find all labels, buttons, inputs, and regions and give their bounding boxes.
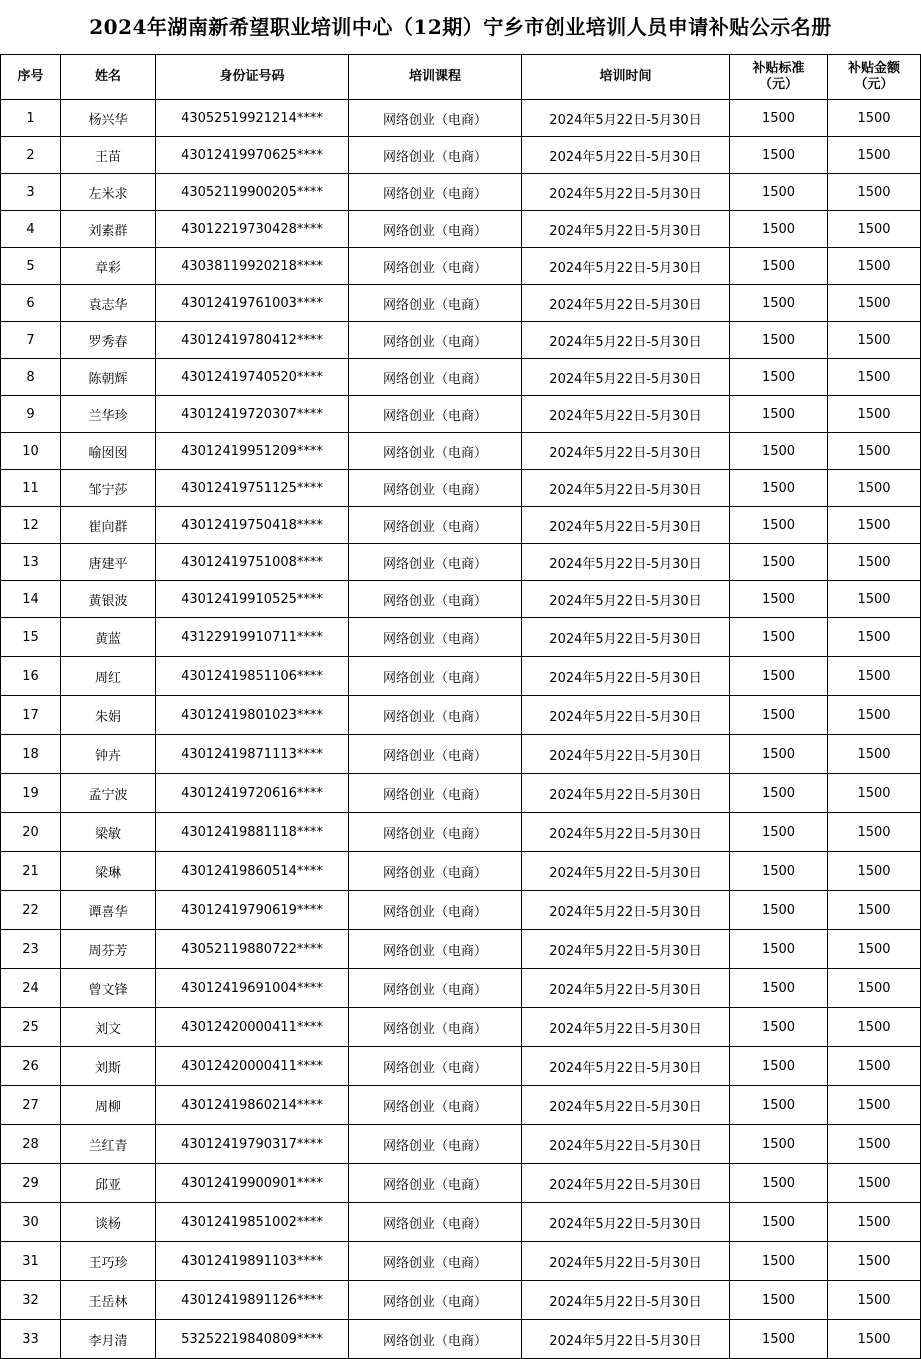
table-row xyxy=(1,248,921,285)
cell-name: 罗秀春 xyxy=(61,322,156,359)
cell-time: 2024年5月22日-5月30日 xyxy=(522,470,730,507)
table-row xyxy=(1,396,921,433)
cell-course: 网络创业（电商） xyxy=(349,322,522,359)
cell-name: 唐建平 xyxy=(61,544,156,581)
cell-id-number: 43012419720307**** xyxy=(156,396,349,433)
cell-id-number: 43012419910525**** xyxy=(156,581,349,618)
cell-time: 2024年5月22日-5月30日 xyxy=(522,507,730,544)
cell-name: 黄蓝 xyxy=(61,618,156,657)
cell-name: 崔向群 xyxy=(61,507,156,544)
cell-standard: 1500 xyxy=(730,433,828,470)
cell-id-number: 43012419740520**** xyxy=(156,359,349,396)
cell-seq: 33 xyxy=(1,1320,61,1359)
cell-amount: 1500 xyxy=(828,211,921,248)
cell-amount: 1500 xyxy=(828,969,921,1008)
cell-standard: 1500 xyxy=(730,1047,828,1086)
cell-id-number: 43012419801023**** xyxy=(156,696,349,735)
cell-time: 2024年5月22日-5月30日 xyxy=(522,544,730,581)
cell-name: 刘斯 xyxy=(61,1047,156,1086)
cell-time: 2024年5月22日-5月30日 xyxy=(522,433,730,470)
table-row xyxy=(1,774,921,813)
cell-course: 网络创业（电商） xyxy=(349,1203,522,1242)
cell-amount: 1500 xyxy=(828,396,921,433)
cell-seq: 23 xyxy=(1,930,61,969)
cell-course: 网络创业（电商） xyxy=(349,813,522,852)
cell-time: 2024年5月22日-5月30日 xyxy=(522,1047,730,1086)
cell-seq: 29 xyxy=(1,1164,61,1203)
cell-time: 2024年5月22日-5月30日 xyxy=(522,657,730,696)
cell-time: 2024年5月22日-5月30日 xyxy=(522,1164,730,1203)
table-row xyxy=(1,1203,921,1242)
cell-id-number: 43038119920218**** xyxy=(156,248,349,285)
cell-time: 2024年5月22日-5月30日 xyxy=(522,1320,730,1359)
cell-course: 网络创业（电商） xyxy=(349,507,522,544)
cell-name: 邹宁莎 xyxy=(61,470,156,507)
cell-seq: 22 xyxy=(1,891,61,930)
cell-time: 2024年5月22日-5月30日 xyxy=(522,696,730,735)
cell-name: 周芬芳 xyxy=(61,930,156,969)
cell-seq: 4 xyxy=(1,211,61,248)
cell-course: 网络创业（电商） xyxy=(349,852,522,891)
cell-name: 兰华珍 xyxy=(61,396,156,433)
cell-name: 刘文 xyxy=(61,1008,156,1047)
cell-id-number: 43012419860514**** xyxy=(156,852,349,891)
cell-seq: 5 xyxy=(1,248,61,285)
cell-course: 网络创业（电商） xyxy=(349,1047,522,1086)
cell-amount: 1500 xyxy=(828,1047,921,1086)
table-row xyxy=(1,211,921,248)
cell-standard: 1500 xyxy=(730,248,828,285)
cell-time: 2024年5月22日-5月30日 xyxy=(522,100,730,137)
cell-name: 谭喜华 xyxy=(61,891,156,930)
cell-amount: 1500 xyxy=(828,891,921,930)
cell-seq: 12 xyxy=(1,507,61,544)
cell-course: 网络创业（电商） xyxy=(349,618,522,657)
cell-id-number: 43012419891126**** xyxy=(156,1281,349,1320)
cell-standard: 1500 xyxy=(730,396,828,433)
cell-name: 王岳林 xyxy=(61,1281,156,1320)
cell-seq: 27 xyxy=(1,1086,61,1125)
cell-name: 章彩 xyxy=(61,248,156,285)
cell-standard: 1500 xyxy=(730,470,828,507)
table-row xyxy=(1,174,921,211)
cell-amount: 1500 xyxy=(828,285,921,322)
cell-seq: 11 xyxy=(1,470,61,507)
cell-amount: 1500 xyxy=(828,581,921,618)
cell-standard: 1500 xyxy=(730,544,828,581)
header-standard xyxy=(730,55,828,100)
cell-course: 网络创业（电商） xyxy=(349,100,522,137)
cell-id-number: 43012420000411**** xyxy=(156,1047,349,1086)
cell-amount: 1500 xyxy=(828,100,921,137)
cell-id-number: 43012419751008**** xyxy=(156,544,349,581)
cell-standard: 1500 xyxy=(730,322,828,359)
table-row xyxy=(1,657,921,696)
cell-name: 梁琳 xyxy=(61,852,156,891)
cell-amount: 1500 xyxy=(828,433,921,470)
cell-course: 网络创业（电商） xyxy=(349,174,522,211)
cell-amount: 1500 xyxy=(828,322,921,359)
cell-standard: 1500 xyxy=(730,696,828,735)
cell-name: 周红 xyxy=(61,657,156,696)
cell-standard: 1500 xyxy=(730,507,828,544)
cell-standard: 1500 xyxy=(730,1203,828,1242)
cell-amount: 1500 xyxy=(828,507,921,544)
cell-amount: 1500 xyxy=(828,813,921,852)
cell-time: 2024年5月22日-5月30日 xyxy=(522,1242,730,1281)
table-row xyxy=(1,813,921,852)
cell-standard: 1500 xyxy=(730,1281,828,1320)
table-row xyxy=(1,285,921,322)
cell-amount: 1500 xyxy=(828,470,921,507)
cell-seq: 14 xyxy=(1,581,61,618)
cell-standard: 1500 xyxy=(730,852,828,891)
cell-id-number: 43012419900901**** xyxy=(156,1164,349,1203)
cell-standard: 1500 xyxy=(730,359,828,396)
cell-time: 2024年5月22日-5月30日 xyxy=(522,211,730,248)
cell-course: 网络创业（电商） xyxy=(349,581,522,618)
table-row xyxy=(1,969,921,1008)
cell-name: 孟宁波 xyxy=(61,774,156,813)
cell-seq: 16 xyxy=(1,657,61,696)
cell-seq: 13 xyxy=(1,544,61,581)
cell-id-number: 43012219730428**** xyxy=(156,211,349,248)
cell-id-number: 43012419881118**** xyxy=(156,813,349,852)
cell-amount: 1500 xyxy=(828,774,921,813)
table-row xyxy=(1,1125,921,1164)
cell-name: 李月清 xyxy=(61,1320,156,1359)
cell-name: 朱娟 xyxy=(61,696,156,735)
cell-amount: 1500 xyxy=(828,852,921,891)
cell-amount: 1500 xyxy=(828,657,921,696)
cell-name: 王巧珍 xyxy=(61,1242,156,1281)
cell-seq: 2 xyxy=(1,137,61,174)
cell-course: 网络创业（电商） xyxy=(349,470,522,507)
cell-amount: 1500 xyxy=(828,618,921,657)
cell-seq: 24 xyxy=(1,969,61,1008)
cell-id-number: 43012419750418**** xyxy=(156,507,349,544)
cell-id-number: 43012419780412**** xyxy=(156,322,349,359)
cell-course: 网络创业（电商） xyxy=(349,137,522,174)
cell-id-number: 43012419860214**** xyxy=(156,1086,349,1125)
cell-name: 周柳 xyxy=(61,1086,156,1125)
cell-course: 网络创业（电商） xyxy=(349,969,522,1008)
cell-course: 网络创业（电商） xyxy=(349,1281,522,1320)
cell-course: 网络创业（电商） xyxy=(349,1242,522,1281)
table-row xyxy=(1,891,921,930)
table-row xyxy=(1,137,921,174)
cell-id-number: 43012419691004**** xyxy=(156,969,349,1008)
cell-seq: 1 xyxy=(1,100,61,137)
cell-course: 网络创业（电商） xyxy=(349,359,522,396)
cell-seq: 28 xyxy=(1,1125,61,1164)
cell-amount: 1500 xyxy=(828,930,921,969)
cell-seq: 20 xyxy=(1,813,61,852)
cell-id-number: 43012419871113**** xyxy=(156,735,349,774)
cell-amount: 1500 xyxy=(828,544,921,581)
header-id-number: 身份证号码 xyxy=(156,55,349,100)
cell-amount: 1500 xyxy=(828,1242,921,1281)
cell-id-number: 53252219840809**** xyxy=(156,1320,349,1359)
cell-standard: 1500 xyxy=(730,969,828,1008)
cell-name: 黄银波 xyxy=(61,581,156,618)
cell-standard: 1500 xyxy=(730,774,828,813)
cell-id-number: 43012419891103**** xyxy=(156,1242,349,1281)
cell-id-number: 43012419790619**** xyxy=(156,891,349,930)
header-amount-line2: （元） xyxy=(854,77,894,92)
cell-seq: 25 xyxy=(1,1008,61,1047)
header-name: 姓名 xyxy=(61,55,156,100)
cell-name: 曾文锋 xyxy=(61,969,156,1008)
cell-course: 网络创业（电商） xyxy=(349,1164,522,1203)
cell-standard: 1500 xyxy=(730,581,828,618)
cell-name: 邱亚 xyxy=(61,1164,156,1203)
table-row xyxy=(1,1047,921,1086)
table-row xyxy=(1,544,921,581)
cell-standard: 1500 xyxy=(730,618,828,657)
cell-id-number: 43012420000411**** xyxy=(156,1008,349,1047)
cell-course: 网络创业（电商） xyxy=(349,1125,522,1164)
cell-amount: 1500 xyxy=(828,1281,921,1320)
cell-course: 网络创业（电商） xyxy=(349,930,522,969)
cell-course: 网络创业（电商） xyxy=(349,211,522,248)
table-row xyxy=(1,433,921,470)
cell-standard: 1500 xyxy=(730,137,828,174)
cell-seq: 6 xyxy=(1,285,61,322)
cell-id-number: 43012419751125**** xyxy=(156,470,349,507)
cell-standard: 1500 xyxy=(730,930,828,969)
cell-seq: 32 xyxy=(1,1281,61,1320)
table-row xyxy=(1,1164,921,1203)
cell-amount: 1500 xyxy=(828,137,921,174)
cell-seq: 30 xyxy=(1,1203,61,1242)
cell-name: 梁敏 xyxy=(61,813,156,852)
cell-seq: 3 xyxy=(1,174,61,211)
cell-time: 2024年5月22日-5月30日 xyxy=(522,813,730,852)
subsidy-roster-table xyxy=(0,54,921,1359)
table-header-row xyxy=(1,55,921,100)
cell-time: 2024年5月22日-5月30日 xyxy=(522,930,730,969)
cell-time: 2024年5月22日-5月30日 xyxy=(522,285,730,322)
header-course: 培训课程 xyxy=(349,55,522,100)
cell-time: 2024年5月22日-5月30日 xyxy=(522,852,730,891)
cell-course: 网络创业（电商） xyxy=(349,657,522,696)
cell-time: 2024年5月22日-5月30日 xyxy=(522,248,730,285)
cell-course: 网络创业（电商） xyxy=(349,285,522,322)
cell-course: 网络创业（电商） xyxy=(349,891,522,930)
cell-standard: 1500 xyxy=(730,174,828,211)
cell-amount: 1500 xyxy=(828,248,921,285)
header-time: 培训时间 xyxy=(522,55,730,100)
table-row xyxy=(1,1008,921,1047)
cell-seq: 8 xyxy=(1,359,61,396)
cell-time: 2024年5月22日-5月30日 xyxy=(522,618,730,657)
cell-standard: 1500 xyxy=(730,100,828,137)
table-row xyxy=(1,322,921,359)
cell-time: 2024年5月22日-5月30日 xyxy=(522,735,730,774)
header-standard-line2: （元） xyxy=(758,77,798,92)
cell-course: 网络创业（电商） xyxy=(349,1008,522,1047)
cell-amount: 1500 xyxy=(828,1320,921,1359)
cell-seq: 10 xyxy=(1,433,61,470)
header-seq: 序号 xyxy=(1,55,61,100)
cell-course: 网络创业（电商） xyxy=(349,396,522,433)
table-row xyxy=(1,696,921,735)
table-row xyxy=(1,1086,921,1125)
table-row xyxy=(1,1281,921,1320)
header-amount-line1: 补贴金额 xyxy=(847,61,900,76)
cell-time: 2024年5月22日-5月30日 xyxy=(522,969,730,1008)
cell-standard: 1500 xyxy=(730,1086,828,1125)
cell-amount: 1500 xyxy=(828,1164,921,1203)
cell-course: 网络创业（电商） xyxy=(349,544,522,581)
cell-seq: 26 xyxy=(1,1047,61,1086)
cell-seq: 21 xyxy=(1,852,61,891)
cell-standard: 1500 xyxy=(730,735,828,774)
cell-course: 网络创业（电商） xyxy=(349,248,522,285)
cell-id-number: 43012419970625**** xyxy=(156,137,349,174)
cell-time: 2024年5月22日-5月30日 xyxy=(522,396,730,433)
cell-standard: 1500 xyxy=(730,285,828,322)
cell-seq: 17 xyxy=(1,696,61,735)
cell-course: 网络创业（电商） xyxy=(349,696,522,735)
cell-course: 网络创业（电商） xyxy=(349,774,522,813)
cell-amount: 1500 xyxy=(828,1203,921,1242)
cell-time: 2024年5月22日-5月30日 xyxy=(522,359,730,396)
cell-name: 杨兴华 xyxy=(61,100,156,137)
cell-name: 钟卉 xyxy=(61,735,156,774)
cell-id-number: 43012419790317**** xyxy=(156,1125,349,1164)
cell-time: 2024年5月22日-5月30日 xyxy=(522,891,730,930)
cell-seq: 15 xyxy=(1,618,61,657)
table-row xyxy=(1,1242,921,1281)
cell-id-number: 43012419720616**** xyxy=(156,774,349,813)
cell-name: 王苗 xyxy=(61,137,156,174)
cell-amount: 1500 xyxy=(828,1086,921,1125)
cell-name: 陈朝辉 xyxy=(61,359,156,396)
cell-amount: 1500 xyxy=(828,735,921,774)
cell-name: 兰红青 xyxy=(61,1125,156,1164)
cell-standard: 1500 xyxy=(730,1320,828,1359)
cell-time: 2024年5月22日-5月30日 xyxy=(522,137,730,174)
cell-time: 2024年5月22日-5月30日 xyxy=(522,174,730,211)
cell-id-number: 43012419851002**** xyxy=(156,1203,349,1242)
cell-seq: 18 xyxy=(1,735,61,774)
cell-id-number: 43012419761003**** xyxy=(156,285,349,322)
cell-id-number: 43052519921214**** xyxy=(156,100,349,137)
cell-amount: 1500 xyxy=(828,696,921,735)
cell-standard: 1500 xyxy=(730,1125,828,1164)
cell-time: 2024年5月22日-5月30日 xyxy=(522,581,730,618)
cell-time: 2024年5月22日-5月30日 xyxy=(522,1281,730,1320)
cell-time: 2024年5月22日-5月30日 xyxy=(522,774,730,813)
cell-seq: 7 xyxy=(1,322,61,359)
cell-standard: 1500 xyxy=(730,211,828,248)
cell-id-number: 43122919910711**** xyxy=(156,618,349,657)
cell-course: 网络创业（电商） xyxy=(349,1320,522,1359)
table-row xyxy=(1,618,921,657)
cell-course: 网络创业（电商） xyxy=(349,433,522,470)
cell-standard: 1500 xyxy=(730,1164,828,1203)
table-row xyxy=(1,359,921,396)
cell-seq: 9 xyxy=(1,396,61,433)
header-amount xyxy=(828,55,921,100)
table-row xyxy=(1,581,921,618)
cell-standard: 1500 xyxy=(730,1242,828,1281)
cell-id-number: 43012419851106**** xyxy=(156,657,349,696)
cell-standard: 1500 xyxy=(730,1008,828,1047)
cell-amount: 1500 xyxy=(828,359,921,396)
table-row xyxy=(1,100,921,137)
cell-seq: 19 xyxy=(1,774,61,813)
cell-amount: 1500 xyxy=(828,1008,921,1047)
cell-id-number: 43052119880722**** xyxy=(156,930,349,969)
table-body xyxy=(1,100,921,1359)
cell-standard: 1500 xyxy=(730,657,828,696)
document-title: 2024年湖南新希望职业培训中心（12期）宁乡市创业培训人员申请补贴公示名册 xyxy=(89,15,832,39)
cell-time: 2024年5月22日-5月30日 xyxy=(522,1086,730,1125)
cell-course: 网络创业（电商） xyxy=(349,1086,522,1125)
cell-name: 刘素群 xyxy=(61,211,156,248)
cell-time: 2024年5月22日-5月30日 xyxy=(522,322,730,359)
cell-course: 网络创业（电商） xyxy=(349,735,522,774)
table-row xyxy=(1,930,921,969)
cell-name: 谈杨 xyxy=(61,1203,156,1242)
table-row xyxy=(1,507,921,544)
table-row xyxy=(1,470,921,507)
cell-amount: 1500 xyxy=(828,1125,921,1164)
cell-time: 2024年5月22日-5月30日 xyxy=(522,1008,730,1047)
cell-id-number: 43012419951209**** xyxy=(156,433,349,470)
cell-time: 2024年5月22日-5月30日 xyxy=(522,1203,730,1242)
table-row xyxy=(1,852,921,891)
cell-time: 2024年5月22日-5月30日 xyxy=(522,1125,730,1164)
header-standard-line1: 补贴标准 xyxy=(752,61,805,76)
cell-name: 左米求 xyxy=(61,174,156,211)
cell-standard: 1500 xyxy=(730,891,828,930)
cell-amount: 1500 xyxy=(828,174,921,211)
cell-name: 袁志华 xyxy=(61,285,156,322)
table-row xyxy=(1,735,921,774)
cell-id-number: 43052119900205**** xyxy=(156,174,349,211)
cell-name: 喻囡囡 xyxy=(61,433,156,470)
cell-seq: 31 xyxy=(1,1242,61,1281)
cell-standard: 1500 xyxy=(730,813,828,852)
